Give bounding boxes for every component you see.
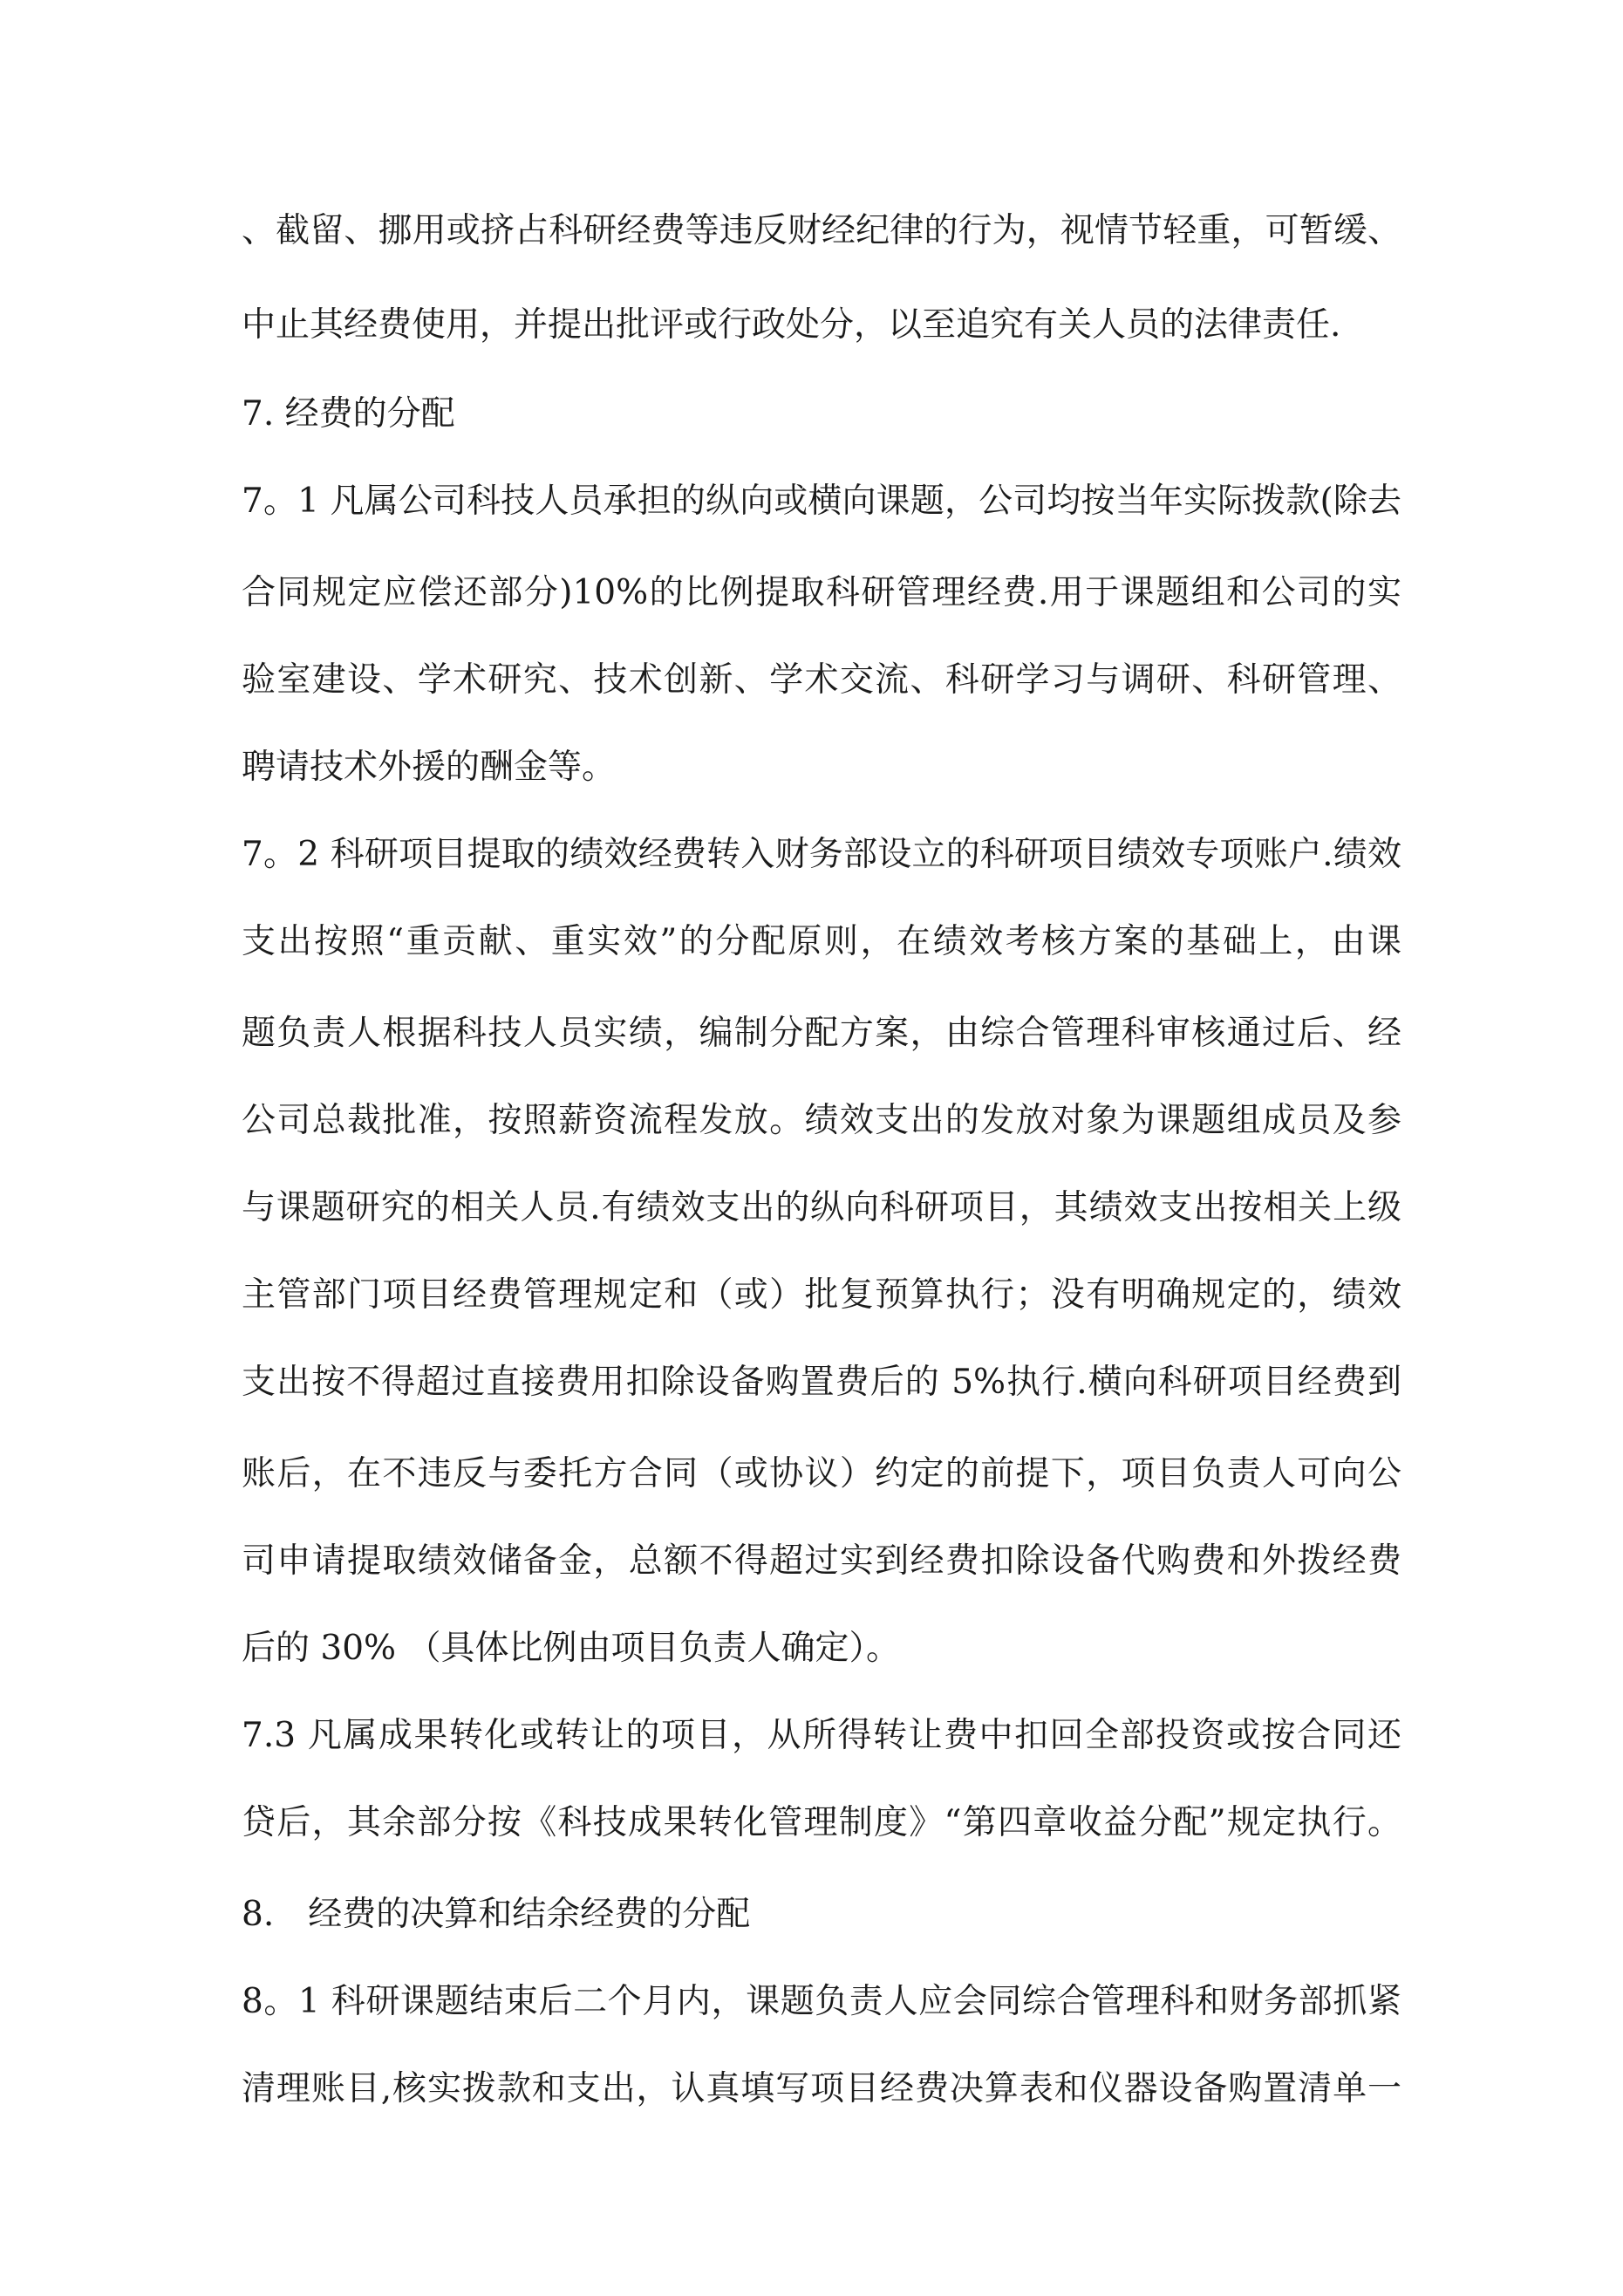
section-heading: 8. 经费的决算和结余经费的分配 [242,1895,751,1934]
body-text-line: 公司总裁批准，按照薪资流程发放。绩效支出的发放对象为课题组成员及参 [242,1101,1401,1140]
body-text-line: 清理账目,核实拨款和支出，认真填写项目经费决算表和仪器设备购置清单一 [242,2069,1401,2108]
body-text-line: 题负责人根据科技人员实绩，编制分配方案，由综合管理科审核通过后、经 [242,1014,1401,1053]
body-text-line: 贷后，其余部分按《科技成果转化管理制度》“第四章收益分配”规定执行。 [242,1803,1401,1842]
body-text-line: 8。1 科研课题结束后二个月内，课题负责人应会同综合管理科和财务部抓紧 [242,1982,1401,2021]
body-text-line: 聘请技术外援的酬金等。 [242,748,617,787]
body-text-line: 支出按照“重贡献、重实效”的分配原则，在绩效考核方案的基础上，由课 [242,922,1401,961]
body-text-line: 支出按不得超过直接费用扣除设备购置费后的 5%执行.横向科研项目经费到 [242,1363,1401,1402]
body-text-line: 账后，在不违反与委托方合同（或协议）约定的前提下，项目负责人可向公 [242,1454,1401,1493]
body-text-line: 主管部门项目经费管理规定和（或）批复预算执行；没有明确规定的，绩效 [242,1275,1401,1315]
body-text-line: 中止其经费使用，并提出批评或行政处分，以至追究有关人员的法律责任. [242,305,1341,345]
body-text-line: 7.3 凡属成果转化或转让的项目，从所得转让费中扣回全部投资或按合同还 [242,1716,1401,1755]
body-text-line: 合同规定应偿还部分)10%的比例提取科研管理经费.用于课题组和公司的实 [242,573,1401,612]
body-text-line: 、截留、挪用或挤占科研经费等违反财经纪律的行为，视情节轻重，可暂缓、 [242,211,1401,250]
body-text-line: 后的 30% （具体比例由项目负责人确定）。 [242,1629,900,1668]
section-heading: 7. 经费的分配 [242,394,455,434]
body-text-line: 与课题研究的相关人员.有绩效支出的纵向科研项目，其绩效支出按相关上级 [242,1188,1401,1227]
body-text-line: 7。2 科研项目提取的绩效经费转入财务部设立的科研项目绩效专项账户.绩效 [242,835,1401,874]
body-text-line: 7。1 凡属公司科技人员承担的纵向或横向课题，公司均按当年实际拨款(除去 [242,482,1401,521]
body-text-line: 验室建设、学术研究、技术创新、学术交流、科研学习与调研、科研管理、 [242,660,1401,700]
body-text-line: 司申请提取绩效储备金，总额不得超过实到经费扣除设备代购费和外拨经费 [242,1541,1401,1581]
